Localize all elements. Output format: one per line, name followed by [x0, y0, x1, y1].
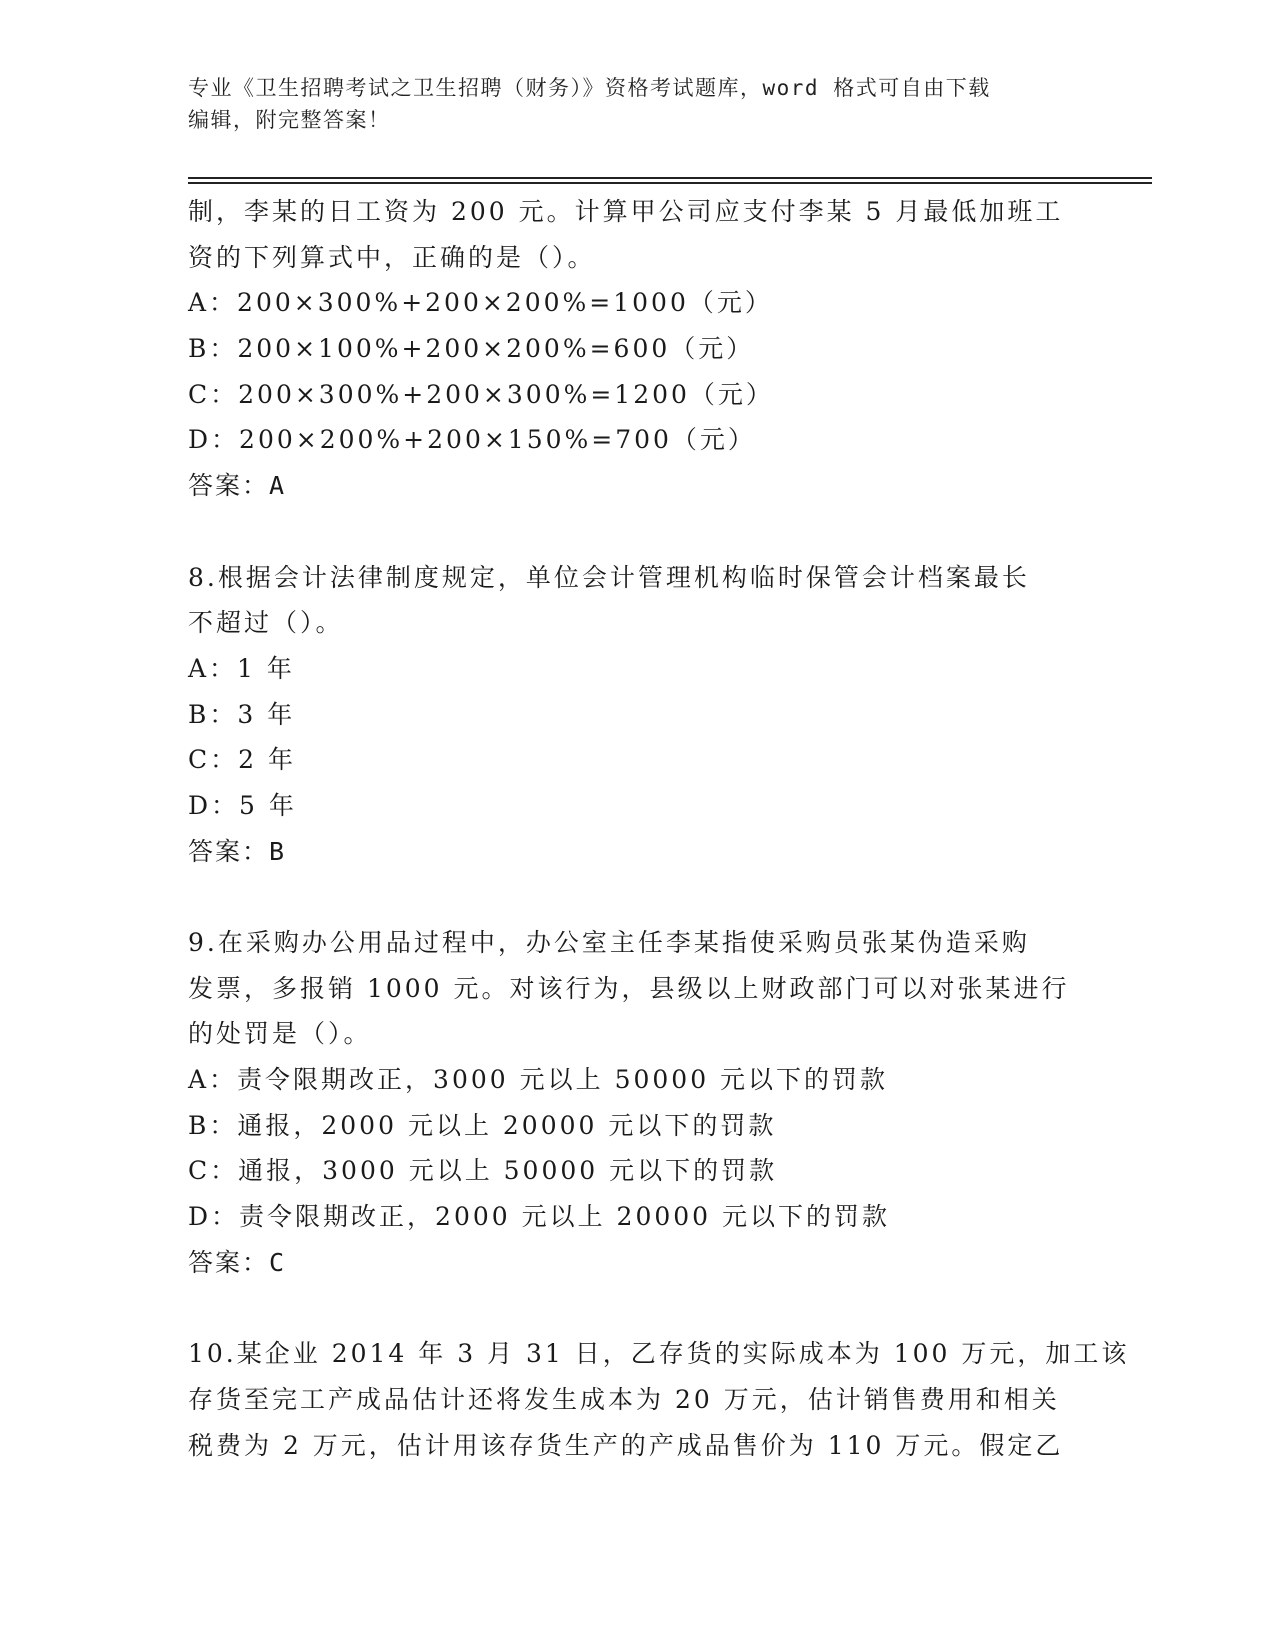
question-9-stem-line-3: 的处罚是（）。: [188, 1019, 372, 1049]
question-7-option-a: A：200×300%+200×200%=1000（元）: [188, 288, 773, 318]
header-divider-top: [188, 177, 1152, 179]
question-8-option-c: C：2 年: [188, 745, 296, 775]
question-7-option-d: D：200×200%+200×150%=700（元）: [188, 425, 756, 455]
question-9-stem-line-2: 发票，多报销 1000 元。对该行为，县级以上财政部门可以对张某进行: [188, 973, 1070, 1003]
header-text-line-1: 专业《卫生招聘考试之卫生招聘（财务）》资格考试题库，word 格式可自由下载: [188, 76, 991, 100]
question-8: [188, 555, 1088, 875]
question-9-answer: 答案：C: [188, 1247, 287, 1277]
question-8-answer: 答案：B: [188, 836, 287, 866]
header-divider-bottom: [188, 182, 1152, 184]
question-10-stem-line-3: 税费为 2 万元，估计用该存货生产的产成品售价为 110 万元。假定乙: [188, 1430, 1064, 1460]
question-9-option-c: C：通报，3000 元以上 50000 元以下的罚款: [188, 1156, 778, 1186]
question-8-stem-line-1: 8.根据会计法律制度规定，单位会计管理机构临时保管会计档案最长: [188, 562, 1030, 592]
question-10-stem-line-2: 存货至完工产成品估计还将发生成本为 20 万元，估计销售费用和相关: [188, 1384, 1060, 1414]
question-content: [188, 189, 1130, 1468]
question-7-option-c: C：200×300%+200×300%=1200（元）: [188, 379, 774, 409]
question-7-answer: 答案：A: [188, 471, 287, 501]
question-8-option-d: D：5 年: [188, 790, 297, 820]
document-header: [188, 72, 1068, 136]
spacer: [188, 1286, 1088, 1332]
spacer: [188, 874, 1088, 920]
question-8-option-b: B：3 年: [188, 699, 296, 729]
question-9-option-b: B：通报，2000 元以上 20000 元以下的罚款: [188, 1110, 777, 1140]
question-9-option-d: D：责令限期改正，2000 元以上 20000 元以下的罚款: [188, 1202, 891, 1232]
spacer: [188, 509, 1088, 555]
question-8-stem-line-2: 不超过（）。: [188, 608, 344, 638]
question-7-stem-line-1: 制，李某的日工资为 200 元。计算甲公司应支付李某 5 月最低加班工: [188, 197, 1064, 226]
question-9-stem-line-1: 9.在采购办公用品过程中，办公室主任李某指使采购员张某伪造采购: [188, 928, 1030, 957]
question-7-stem-line-2: 资的下列算式中，正确的是（）。: [188, 242, 596, 272]
question-9-option-a: A：责令限期改正，3000 元以上 50000 元以下的罚款: [188, 1065, 889, 1095]
question-9: [188, 920, 1088, 1286]
question-10: [188, 1331, 1130, 1468]
question-7-option-b: B：200×100%+200×200%=600（元）: [188, 334, 755, 364]
question-10-stem-line-1: 10.某企业 2014 年 3 月 31 日，乙存货的实际成本为 100 万元，加工该: [188, 1339, 1130, 1369]
header-text-line-2: 编辑，附完整答案！: [188, 108, 391, 132]
question-7: [188, 189, 1088, 509]
question-8-option-a: A：1 年: [188, 653, 295, 683]
